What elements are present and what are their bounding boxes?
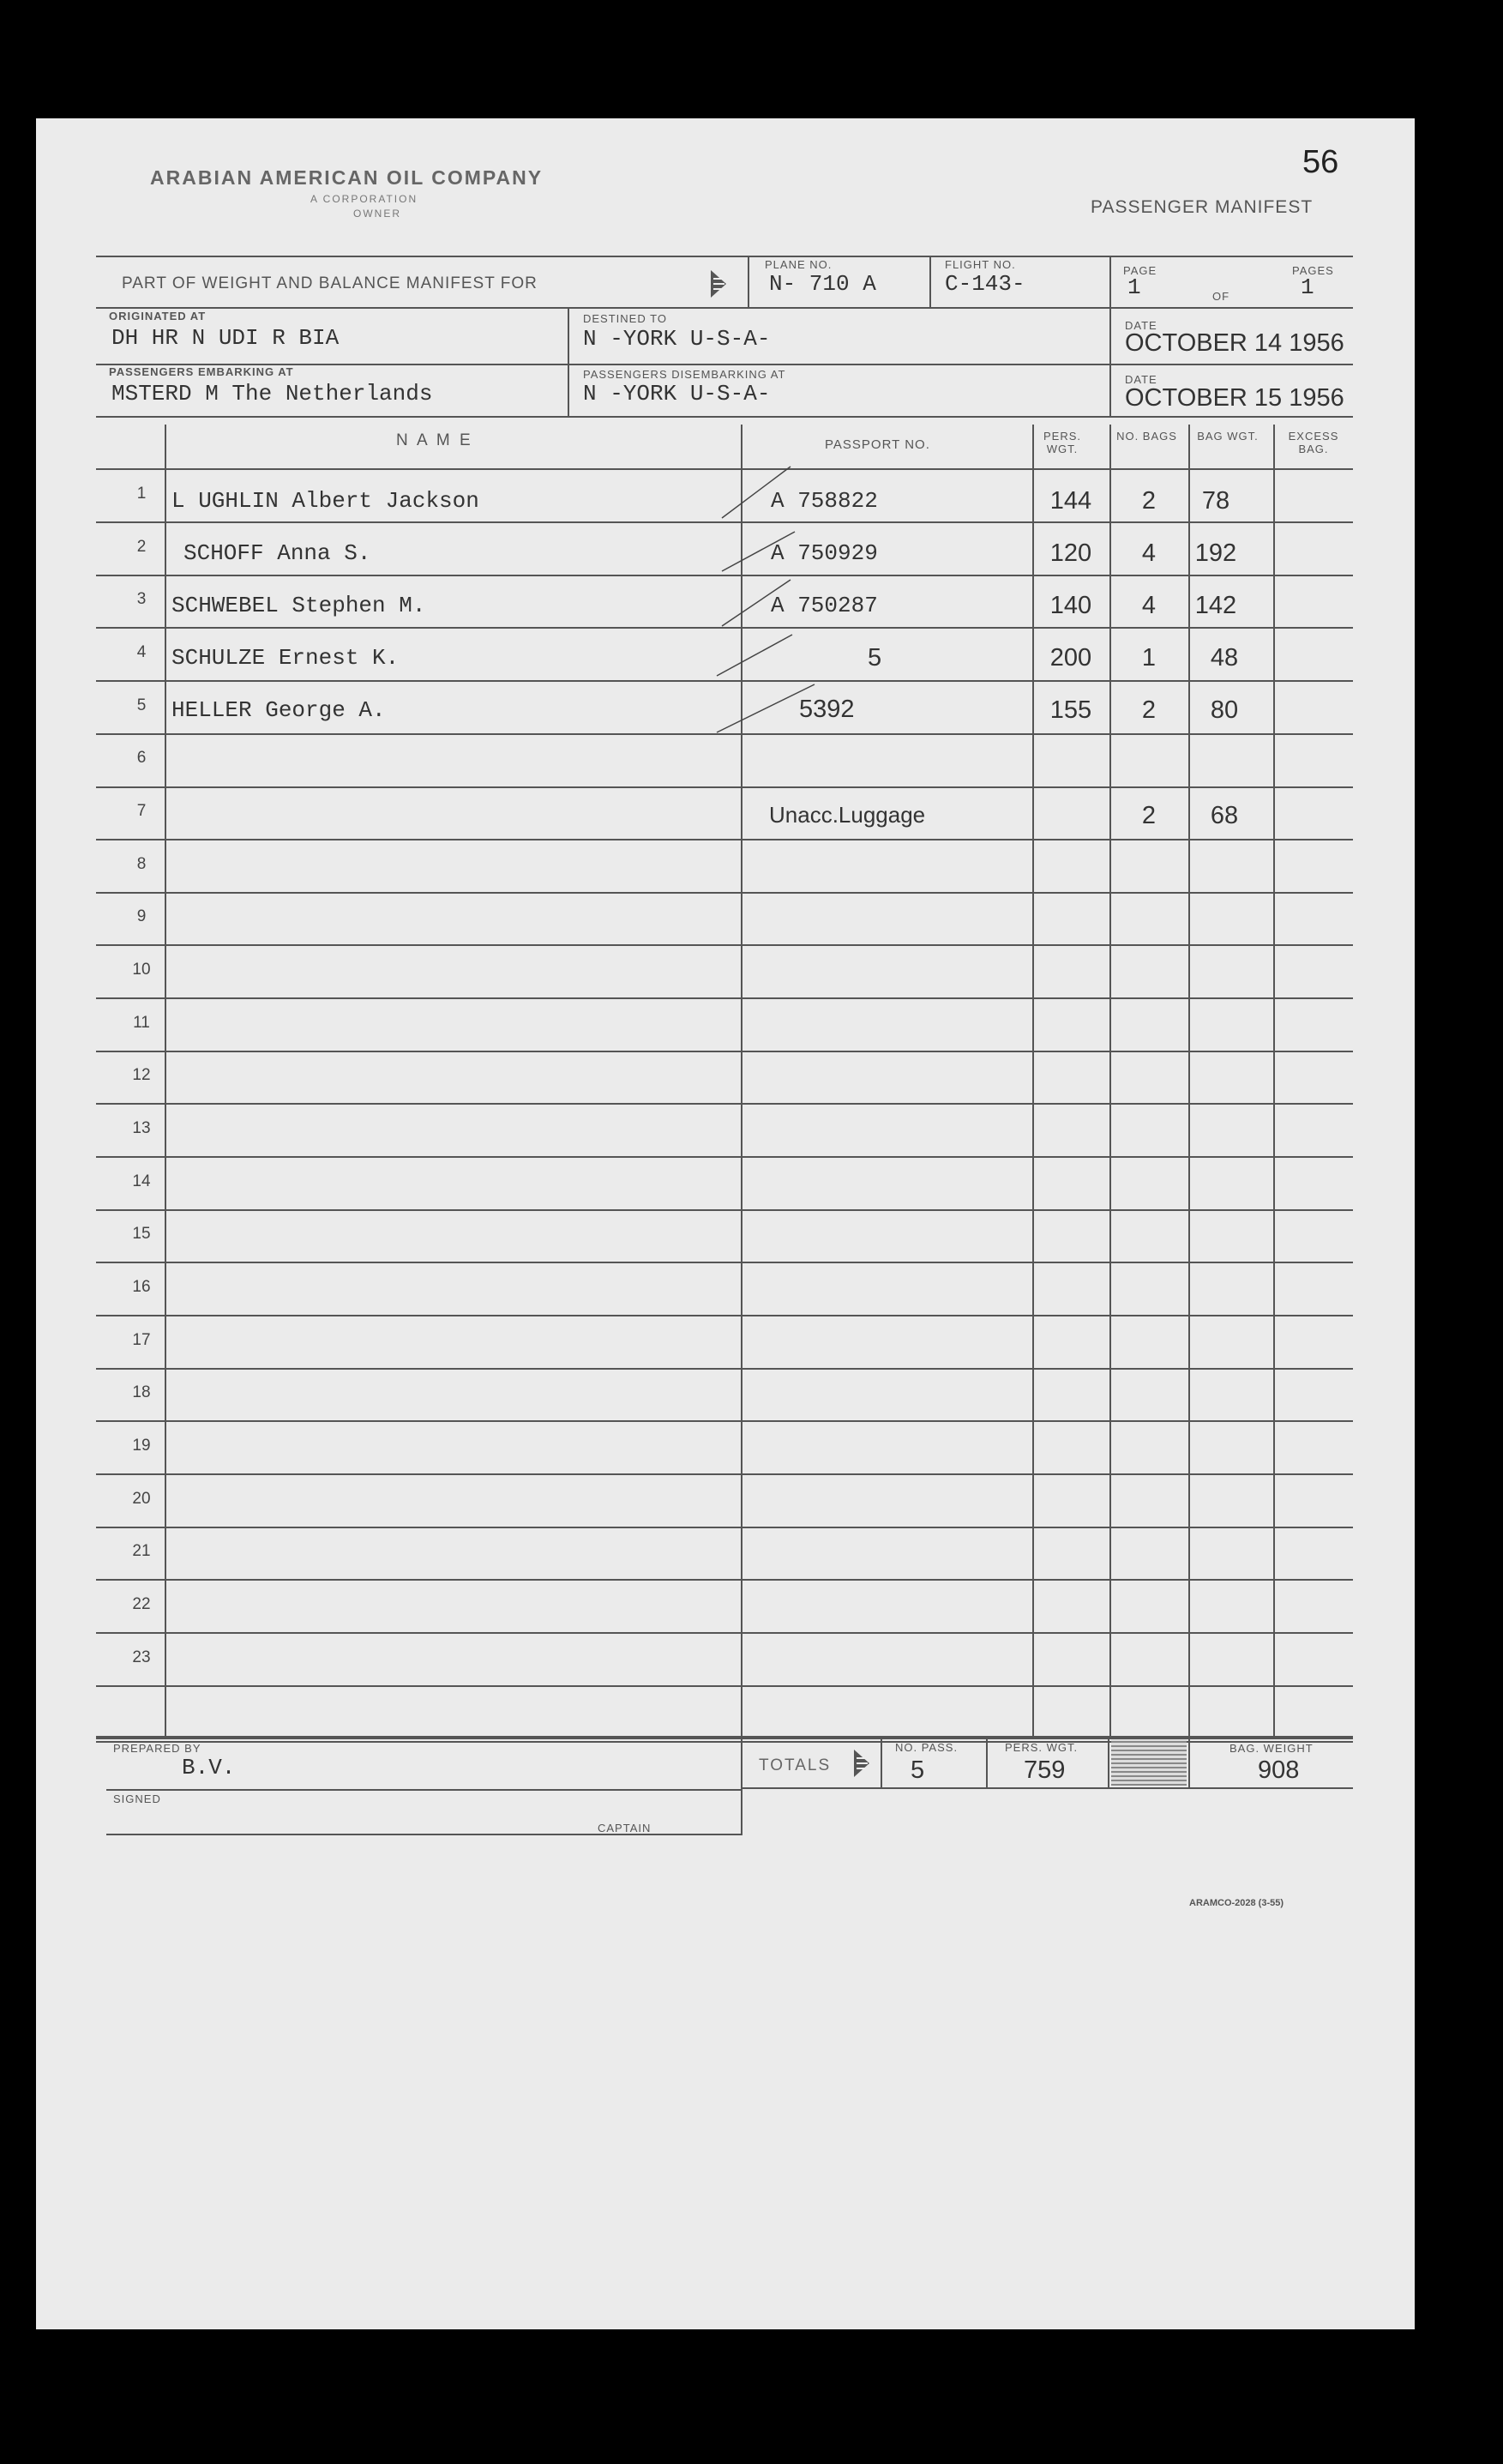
- passenger-passport: A 750287: [771, 593, 878, 618]
- plane-no-value: N- 710 A: [769, 271, 876, 297]
- passenger-passport: 5392: [799, 696, 855, 723]
- passenger-pers-wgt: 200: [1049, 644, 1092, 672]
- row-number: 20: [132, 1490, 151, 1508]
- company-name: ARABIAN AMERICAN OIL COMPANY: [150, 166, 544, 189]
- unaccompanied-luggage-label: Unacc.Luggage: [769, 802, 926, 828]
- passenger-bag-wgt: 78: [1201, 487, 1230, 515]
- form-code: ARAMCO-2028 (3-55): [1189, 1898, 1284, 1908]
- row-number: 15: [132, 1225, 151, 1243]
- col-pers-wgt-header: PERS. WGT.: [1043, 430, 1081, 455]
- passenger-bag-wgt: 80: [1210, 696, 1239, 724]
- passenger-pers-wgt: 144: [1049, 487, 1092, 515]
- passenger-name: SCHOFF Anna S.: [183, 540, 371, 566]
- arrow-icon: [709, 268, 728, 299]
- row-number: 8: [136, 855, 147, 873]
- date1-value: OCTOBER 14 1956: [1125, 329, 1344, 357]
- row-number: 23: [132, 1648, 151, 1666]
- originated-label: ORIGINATED AT: [109, 310, 207, 322]
- plane-no-label: PLANE NO.: [765, 258, 833, 271]
- date1-label: DATE: [1125, 319, 1157, 332]
- row-number: 10: [132, 961, 151, 979]
- row-number: 5: [136, 696, 147, 714]
- owner-label: OWNER: [353, 208, 401, 220]
- disembarking-label: PASSENGERS DISEMBARKING AT: [583, 368, 786, 381]
- row-number: 3: [136, 590, 147, 608]
- bag-weight-total-label: BAG. WEIGHT: [1229, 1742, 1314, 1755]
- signed-label: SIGNED: [113, 1792, 161, 1805]
- col-bag-wgt-header: BAG WGT.: [1197, 430, 1259, 443]
- corporation-label: A CORPORATION: [310, 193, 418, 205]
- col-excess-bag-header: EXCESS BAG.: [1288, 430, 1339, 455]
- manifest-sheet: [36, 118, 1415, 2329]
- destined-value: N -YORK U-S-A-: [583, 326, 771, 352]
- date2-label: DATE: [1125, 373, 1157, 386]
- passenger-passport: 5: [868, 644, 882, 672]
- col-name-header: N A M E: [396, 431, 473, 449]
- row-number: 14: [132, 1172, 151, 1190]
- passenger-bag-wgt: 142: [1194, 592, 1237, 619]
- pages-label: PAGES: [1292, 264, 1334, 277]
- row-number: 11: [133, 1014, 150, 1032]
- passenger-name: SCHULZE Ernest K.: [171, 645, 400, 671]
- page-value: 1: [1127, 274, 1141, 300]
- prepared-by-label: PREPARED BY: [113, 1742, 201, 1755]
- bag-weight-total-value: 908: [1258, 1756, 1300, 1784]
- row-number: 21: [132, 1542, 151, 1560]
- unaccompanied-no-bags: 2: [1141, 802, 1157, 829]
- passenger-no-bags: 1: [1141, 644, 1157, 672]
- originated-value: DH HR N UDI R BIA: [111, 325, 340, 351]
- date2-value: OCTOBER 15 1956: [1125, 384, 1344, 412]
- part-of-label: PART OF WEIGHT AND BALANCE MANIFEST FOR: [122, 274, 538, 292]
- of-label: OF: [1212, 290, 1230, 303]
- disembarking-value: N -YORK U-S-A-: [583, 381, 771, 407]
- shaded-total-box: [1111, 1739, 1187, 1786]
- pages-value: 1: [1301, 274, 1314, 300]
- no-pass-value: 5: [911, 1756, 925, 1784]
- row-number: 7: [136, 802, 147, 820]
- row-number: 4: [136, 643, 147, 661]
- flight-no-label: FLIGHT NO.: [945, 258, 1016, 271]
- totals-label: TOTALS: [759, 1756, 832, 1774]
- row-number: 22: [132, 1595, 151, 1613]
- passenger-no-bags: 4: [1141, 539, 1157, 567]
- passenger-name: L UGHLIN Albert Jackson: [171, 488, 479, 514]
- destined-label: DESTINED TO: [583, 312, 667, 325]
- row-number: 18: [132, 1383, 151, 1401]
- passenger-pers-wgt: 155: [1049, 696, 1092, 724]
- arrow-icon: [852, 1748, 871, 1779]
- page-stamp: 56: [1302, 144, 1339, 180]
- pers-wgt-total-value: 759: [1024, 1756, 1066, 1784]
- document-title: PASSENGER MANIFEST: [1091, 197, 1314, 217]
- row-number: 9: [136, 907, 147, 925]
- passenger-pers-wgt: 140: [1049, 592, 1092, 619]
- row-number: 2: [136, 538, 147, 556]
- col-passport-header: PASSPORT NO.: [825, 437, 930, 452]
- row-number: 17: [132, 1331, 151, 1349]
- passenger-no-bags: 2: [1141, 696, 1157, 724]
- passenger-passport: A 750929: [771, 540, 878, 566]
- row-number: 12: [132, 1066, 151, 1084]
- no-pass-label: NO. PASS.: [895, 1741, 959, 1754]
- unaccompanied-bag-wgt: 68: [1210, 802, 1239, 829]
- passenger-name: HELLER George A.: [171, 697, 386, 723]
- passenger-no-bags: 4: [1141, 592, 1157, 619]
- prepared-by-value: B.V.: [182, 1755, 236, 1780]
- row-number: 13: [132, 1119, 151, 1137]
- passenger-bag-wgt: 48: [1210, 644, 1239, 672]
- row-number: 1: [136, 485, 147, 503]
- col-no-bags-header: NO. BAGS: [1116, 430, 1177, 443]
- captain-label: CAPTAIN: [598, 1822, 652, 1834]
- passenger-pers-wgt: 120: [1049, 539, 1092, 567]
- passenger-name: SCHWEBEL Stephen M.: [171, 593, 426, 618]
- page-label: PAGE: [1123, 264, 1157, 277]
- row-number: 16: [132, 1278, 151, 1296]
- embarking-value: MSTERD M The Netherlands: [111, 381, 433, 407]
- embarking-label: PASSENGERS EMBARKING AT: [109, 365, 294, 378]
- passenger-passport: A 758822: [771, 488, 878, 514]
- passenger-no-bags: 2: [1141, 487, 1157, 515]
- pers-wgt-total-label: PERS. WGT.: [1005, 1741, 1079, 1754]
- flight-no-value: C-143-: [945, 271, 1025, 297]
- row-number: 6: [136, 749, 147, 767]
- passenger-bag-wgt: 192: [1194, 539, 1237, 567]
- row-number: 19: [132, 1437, 151, 1455]
- pen-strokes: [713, 461, 885, 736]
